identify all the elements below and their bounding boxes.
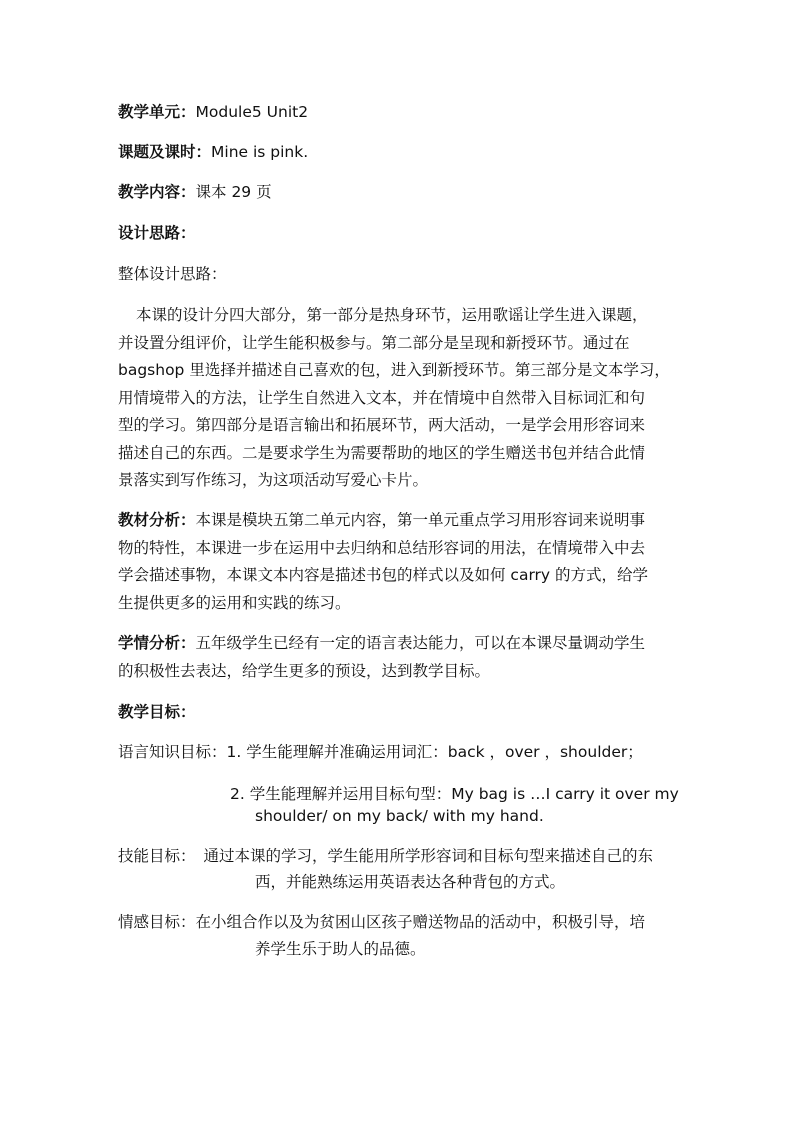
students-first-line: 五年级学生已经有一定的语言表达能力，可以在本课尽量调动学生 xyxy=(195,634,646,652)
topic-line xyxy=(118,141,308,163)
content-value: 课本 29 页 xyxy=(195,183,272,201)
material-first-line: 本课是模块五第二单元内容，第一单元重点学习用形容词来说明事 xyxy=(195,511,646,529)
material-label: 教材分析： xyxy=(118,511,196,529)
language-goal-line xyxy=(118,741,643,763)
topic-value: Mine is pink. xyxy=(211,143,309,161)
content-label: 教学内容： xyxy=(118,183,196,201)
design-line: bagshop 里选择并描述自己喜欢的包，进入到新授环节。第三部分是文本学习， xyxy=(118,361,670,379)
students-line: 的积极性去表达，给学生更多的预设，达到教学目标。 xyxy=(118,661,491,680)
students-label: 学情分析： xyxy=(118,634,196,652)
unit-line xyxy=(118,101,308,123)
skill-goal-text-cont: 西，并能熟练运用英语表达各种背包的方式。 xyxy=(255,873,566,891)
design-line: 本课的设计分四大部分，第一部分是热身环节，运用歌谣让学生进入课题， xyxy=(136,306,648,324)
emotion-goal-text-cont: 养学生乐于助人的品德。 xyxy=(255,940,426,958)
design-line: 景落实到写作练习，为这项活动写爱心卡片。 xyxy=(118,471,429,489)
skill-goal-label: 技能目标： xyxy=(118,847,196,865)
language-goal-item-2: 2. 学生能理解并运用目标句型：My bag is …I carry it over my xyxy=(230,785,679,803)
material-paragraph xyxy=(118,507,688,617)
design-line: 型的学习。第四部分是语言输出和拓展环节，两大活动，一是学会用形容词来 xyxy=(118,416,646,434)
language-goal-item-1: 1. 学生能理解并准确运用词汇：back ，over ，shoulder； xyxy=(226,743,643,761)
unit-label: 教学单元： xyxy=(118,103,196,121)
design-heading: 设计思路： xyxy=(118,224,196,242)
skill-goal-text: 通过本课的学习，学生能用所学形容词和目标句型来描述自己的东 xyxy=(203,847,654,865)
design-line: 描述自己的东西。二是要求学生为需要帮助的地区的学生赠送书包并结合此情 xyxy=(118,443,646,462)
language-goal-label: 语言知识目标： xyxy=(118,743,227,761)
material-line: 物的特性，本课进一步在运用中去归纳和总结形容词的用法，在情境带入中去 xyxy=(118,538,646,557)
emotion-goal-label: 情感目标： xyxy=(118,913,196,931)
material-line: 学会描述事物，本课文本内容是描述书包的样式以及如何 carry 的方式，给学 xyxy=(118,566,649,584)
topic-label: 课题及课时： xyxy=(118,143,212,161)
emotion-goal-text: 在小组合作以及为贫困山区孩子赠送物品的活动中，积极引导，培 xyxy=(195,913,646,931)
material-line: 生提供更多的运用和实践的练习。 xyxy=(118,593,351,612)
emotion-goal-line xyxy=(118,911,645,933)
content-line xyxy=(118,181,272,203)
design-line: 并设置分组评价，让学生能积极参与。第二部分是呈现和新授环节。通过在 xyxy=(118,333,630,352)
goals-heading: 教学目标： xyxy=(118,703,196,721)
language-goal-item-2-cont: shoulder/ on my back/ with my hand. xyxy=(255,807,544,825)
design-line: 用情境带入的方法，让学生自然进入文本，并在情境中自然带入目标词汇和句 xyxy=(118,388,646,407)
overall-design-label: 整体设计思路： xyxy=(118,265,227,283)
unit-value: Module5 Unit2 xyxy=(195,103,309,121)
students-paragraph xyxy=(118,630,688,685)
design-paragraph xyxy=(118,302,688,495)
skill-goal-line xyxy=(118,845,653,867)
